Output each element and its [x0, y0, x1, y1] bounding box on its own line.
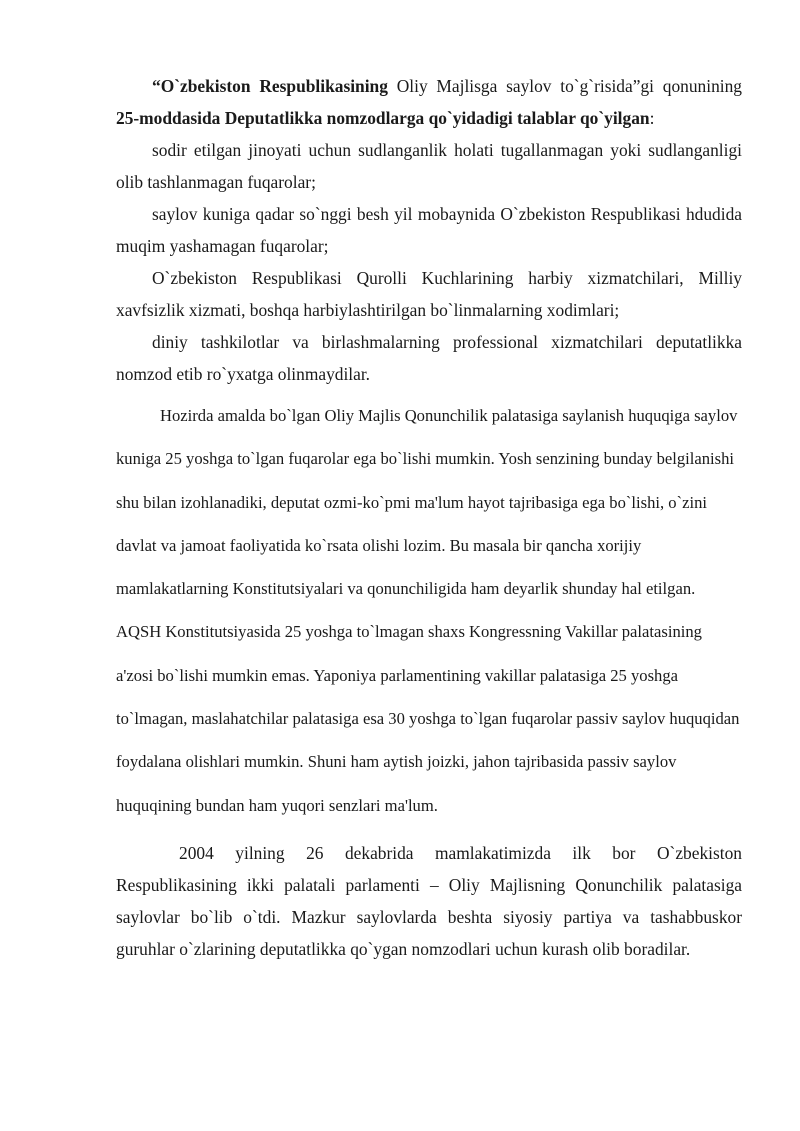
election-paragraph: 2004 yilning 26 dekabrida mamlakatimizda ilk bor O`zbekiston Respublikasining ikki palatali parlamenti – Oliy Majlisning Qonunchilik palatasiga saylovlar bo`lib o`tdi. Mazkur saylovlarda beshta siyosiy partiya va tashabbuskor guruhlar o`zlarining deputatlikka qo`ygan nomzodlari uchun kurash olib boradilar. [116, 842, 742, 959]
election-section [116, 837, 742, 965]
requirement-item: diniy tashkilotlar va birlashmalarning professional xizmatchilari deputatlikka nomzod etib ro`yxatga olinmaydilar. [116, 332, 742, 384]
intro-text: Oliy Majlisga saylov to`g`risida”gi qonunining [387, 76, 742, 96]
age-census-section [116, 394, 742, 827]
requirement-item: sodir etilgan jinoyati uchun sudlanganlik holati tugallanmagan yoki sudlanganligi olib tashlanmagan fuqarolar; [116, 140, 742, 192]
intro-bold-article: 25-moddasida Deputatlikka nomzodlarga qo`yidadigi talablar qo`yilgan [116, 108, 650, 128]
intro-paragraph [116, 70, 742, 134]
requirement-item: saylov kuniga qadar so`nggi besh yil mobaynida O`zbekiston Respublikasi hdudida muqim yashamagan fuqarolar; [116, 204, 742, 256]
intro-colon: : [649, 108, 655, 128]
intro-bold-law-name: “O`zbekiston Respublikasining [152, 76, 388, 96]
requirements-section [116, 70, 742, 390]
document-page [116, 70, 742, 965]
requirement-item: O`zbekiston Respublikasi Qurolli Kuchlarining harbiy xizmatchilari, Milliy xavfsizlik xizmati, boshqa harbiylashtirilgan bo`linmalarning xodimlari; [116, 268, 742, 320]
age-paragraph: Hozirda amalda bo`lgan Oliy Majlis Qonunchilik palatasiga saylanish huquqiga saylov kuniga 25 yoshga to`lgan fuqarolar ega bo`lishi mumkin. Yosh senzining bunday belgilanishi shu bilan izohlanadiki, deputat ozmi-ko`pmi ma'lum hayot tajribasiga ega bo`lishi, o`zini davlat va jamoat faoliyatida ko`rsata olishi lozim. Bu masala bir qancha xorijiy mamlakatlarning Konstitutsiyalari va qonunchiligida ham deyarlik shunday hal etilgan. AQSH Konstitutsiyasida 25 yoshga to`lmagan shaxs Kongressning Vakillar palatasining a'zosi bo`lishi mumkin emas. Yaponiya parlamentining vakillar palatasiga 25 yoshga to`lmagan, maslahatchilar palatasiga esa 30 yoshga to`lgan fuqarolar passiv saylov huquqidan foydalana olishlari mumkin. Shuni ham aytish joizki, jahon tajribasida passiv saylov huquqining bundan ham yuqori senzlari ma'lum. [116, 406, 740, 815]
